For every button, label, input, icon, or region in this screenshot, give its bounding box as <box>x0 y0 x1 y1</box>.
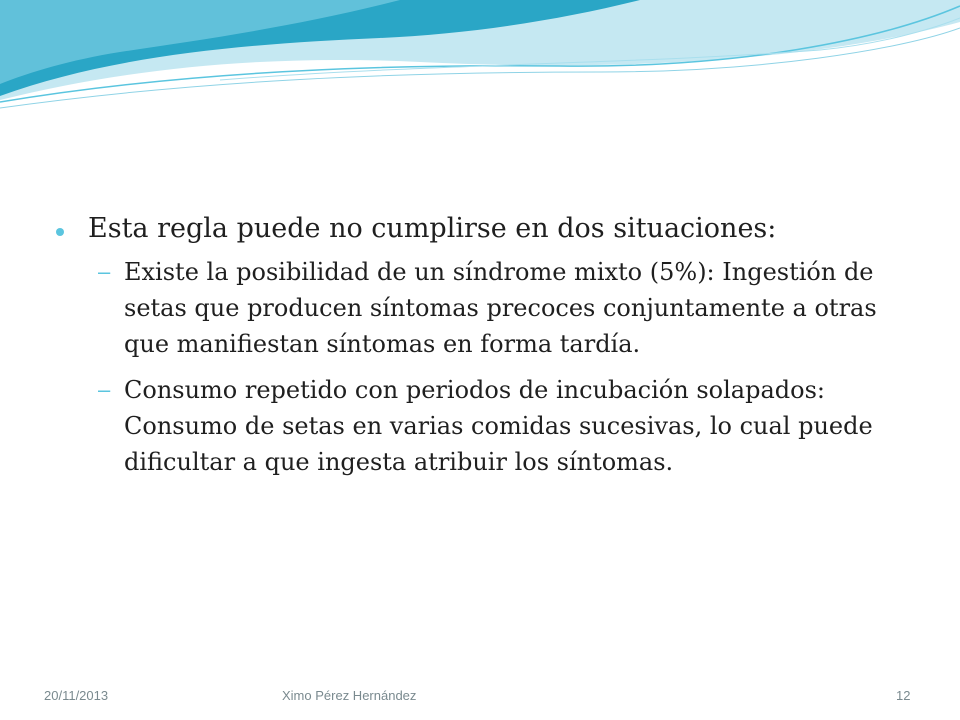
sub-bullet-text: Existe la posibilidad de un síndrome mixto (5%): Ingestión de setas que producen síntomas precoces conjuntamente a otras que manifiestan síntomas en forma tardía. <box>124 258 877 358</box>
dash-icon: – <box>98 259 111 284</box>
header-wave-decoration <box>0 0 960 120</box>
main-bullet <box>56 206 916 252</box>
footer-date: 20/11/2013 <box>44 688 109 703</box>
slide-content <box>56 206 916 490</box>
sub-bullet <box>98 372 916 480</box>
footer-author: Ximo Pérez Hernández <box>282 688 417 703</box>
main-bullet-text: Esta regla puede no cumplirse en dos situaciones: <box>88 213 777 244</box>
sub-bullet-list <box>98 254 916 480</box>
sub-bullet <box>98 254 916 362</box>
sub-bullet-text: Consumo repetido con periodos de incubación solapados: Consumo de setas en varias comidas sucesivas, lo cual puede dificultar a que ingesta atribuir los síntomas. <box>124 376 873 476</box>
page-number: 12 <box>896 688 911 703</box>
bullet-dot-icon <box>56 228 64 236</box>
dash-icon: – <box>98 377 111 402</box>
